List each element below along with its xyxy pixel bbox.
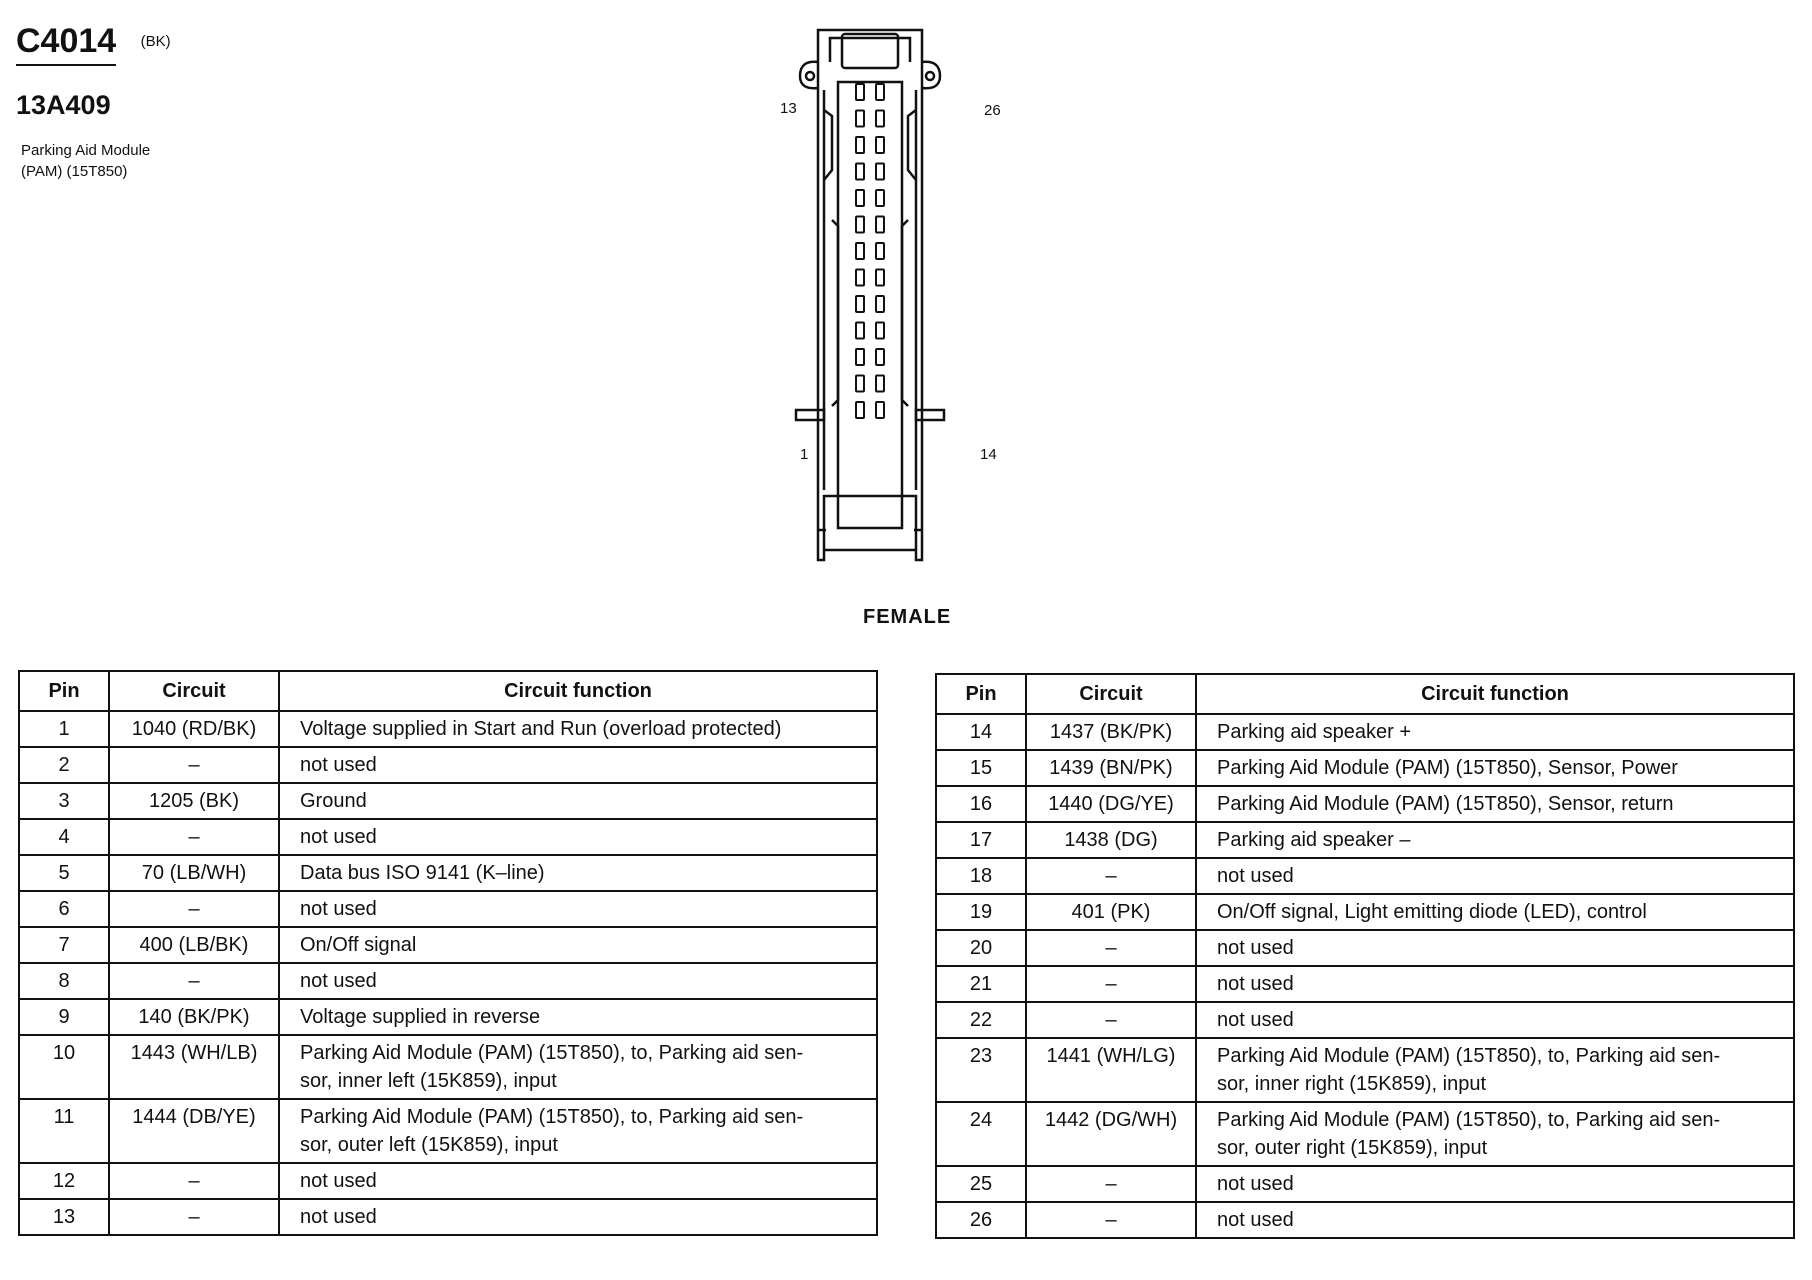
function-cell bbox=[279, 1099, 877, 1163]
circuit-cell: – bbox=[1026, 858, 1196, 894]
pin-cell: 19 bbox=[936, 894, 1026, 930]
function-cell bbox=[279, 963, 877, 999]
function-cell bbox=[279, 927, 877, 963]
table-row bbox=[19, 999, 877, 1035]
pin-cavity bbox=[856, 323, 864, 339]
pin-cell: 4 bbox=[19, 819, 109, 855]
pin-cell: 12 bbox=[19, 1163, 109, 1199]
pin-label-13: 13 bbox=[780, 100, 797, 117]
circuit-cell: – bbox=[109, 1199, 279, 1235]
pin-cavity bbox=[856, 296, 864, 312]
function-cell bbox=[279, 855, 877, 891]
table-row bbox=[936, 1166, 1794, 1202]
table-row bbox=[19, 747, 877, 783]
pin-cavity bbox=[876, 349, 884, 365]
table-row bbox=[19, 1035, 877, 1099]
pin-cell: 22 bbox=[936, 1002, 1026, 1038]
pin-cavity bbox=[876, 84, 884, 100]
function-cell bbox=[1196, 930, 1794, 966]
column-header-function: Circuit function bbox=[1196, 674, 1794, 714]
function-line: not used bbox=[1217, 973, 1294, 995]
function-line: not used bbox=[300, 1206, 377, 1228]
function-cell bbox=[279, 1199, 877, 1235]
function-cell bbox=[279, 819, 877, 855]
function-line: Parking Aid Module (PAM) (15T850), to, Parking aid sen- bbox=[300, 1106, 804, 1128]
pin-cell: 3 bbox=[19, 783, 109, 819]
pin-cavity bbox=[856, 243, 864, 259]
function-cell bbox=[1196, 822, 1794, 858]
function-line: Voltage supplied in reverse bbox=[300, 1006, 541, 1028]
pin-cavity bbox=[856, 164, 864, 180]
function-line: Parking Aid Module (PAM) (15T850), Sensor, Power bbox=[1217, 757, 1678, 779]
pin-cavity bbox=[856, 84, 864, 100]
table-row bbox=[19, 1199, 877, 1235]
pin-cavity bbox=[856, 137, 864, 153]
function-line: Parking Aid Module (PAM) (15T850), to, Parking aid sen- bbox=[1217, 1109, 1721, 1131]
function-line: not used bbox=[1217, 937, 1294, 959]
circuit-cell: – bbox=[1026, 1166, 1196, 1202]
pin-cell: 11 bbox=[19, 1099, 109, 1163]
circuit-cell: – bbox=[1026, 1002, 1196, 1038]
pin-label-14: 14 bbox=[980, 446, 997, 463]
pin-cavity bbox=[876, 164, 884, 180]
column-header-function: Circuit function bbox=[279, 671, 877, 711]
circuit-cell: 400 (LB/BK) bbox=[109, 927, 279, 963]
part-number: 13A409 bbox=[16, 90, 111, 120]
pin-cell: 15 bbox=[936, 750, 1026, 786]
function-line: not used bbox=[1217, 865, 1294, 887]
circuit-cell: – bbox=[109, 819, 279, 855]
circuit-cell: 1438 (DG) bbox=[1026, 822, 1196, 858]
description-line: (PAM) (15T850) bbox=[21, 163, 128, 180]
function-cell bbox=[1196, 714, 1794, 750]
function-cell bbox=[1196, 786, 1794, 822]
pin-cell: 24 bbox=[936, 1102, 1026, 1166]
function-cell bbox=[1196, 1102, 1794, 1166]
pin-cavity bbox=[856, 111, 864, 127]
function-line: not used bbox=[300, 970, 377, 992]
table-row bbox=[936, 1038, 1794, 1102]
pin-cell: 9 bbox=[19, 999, 109, 1035]
circuit-cell: 1442 (DG/WH) bbox=[1026, 1102, 1196, 1166]
pin-cell: 23 bbox=[936, 1038, 1026, 1102]
pin-cavity bbox=[876, 111, 884, 127]
table-row bbox=[19, 783, 877, 819]
table-row bbox=[936, 1202, 1794, 1238]
column-header-circuit: Circuit bbox=[109, 671, 279, 711]
function-cell bbox=[1196, 750, 1794, 786]
circuit-cell: 1040 (RD/BK) bbox=[109, 711, 279, 747]
function-line: not used bbox=[1217, 1009, 1294, 1031]
function-line: Parking Aid Module (PAM) (15T850), Sensor, return bbox=[1217, 793, 1674, 815]
pin-cell: 17 bbox=[936, 822, 1026, 858]
pin-cavity bbox=[856, 217, 864, 233]
pin-cavity bbox=[876, 190, 884, 206]
function-line: Parking aid speaker – bbox=[1217, 829, 1411, 851]
function-line: not used bbox=[300, 826, 377, 848]
table-row bbox=[936, 1102, 1794, 1166]
connector-id: C4014 bbox=[16, 22, 116, 66]
function-line: Data bus ISO 9141 (K–line) bbox=[300, 862, 545, 884]
circuit-cell: – bbox=[109, 1163, 279, 1199]
pin-cell: 25 bbox=[936, 1166, 1026, 1202]
description-line: Parking Aid Module bbox=[21, 142, 151, 159]
function-cell bbox=[1196, 1202, 1794, 1238]
pin-cell: 7 bbox=[19, 927, 109, 963]
circuit-cell: – bbox=[109, 891, 279, 927]
circuit-cell: 140 (BK/PK) bbox=[109, 999, 279, 1035]
circuit-cell: 1439 (BN/PK) bbox=[1026, 750, 1196, 786]
function-cell bbox=[1196, 1038, 1794, 1102]
column-header-pin: Pin bbox=[19, 671, 109, 711]
function-line: sor, inner left (15K859), input bbox=[300, 1070, 557, 1092]
column-header-pin: Pin bbox=[936, 674, 1026, 714]
pin-cavity bbox=[876, 376, 884, 392]
circuit-cell: – bbox=[109, 963, 279, 999]
pin-cell: 14 bbox=[936, 714, 1026, 750]
table-header-row bbox=[936, 674, 1794, 714]
table-row bbox=[936, 750, 1794, 786]
pin-cell: 10 bbox=[19, 1035, 109, 1099]
table-row bbox=[19, 927, 877, 963]
function-line: not used bbox=[1217, 1173, 1294, 1195]
connector-header bbox=[16, 22, 171, 66]
circuit-cell: – bbox=[109, 747, 279, 783]
function-line: Parking Aid Module (PAM) (15T850), to, Parking aid sen- bbox=[1217, 1045, 1721, 1067]
function-cell bbox=[279, 783, 877, 819]
pin-cavity bbox=[876, 217, 884, 233]
pin-cell: 20 bbox=[936, 930, 1026, 966]
function-cell bbox=[1196, 1166, 1794, 1202]
table-row bbox=[19, 891, 877, 927]
pin-cell: 1 bbox=[19, 711, 109, 747]
circuit-cell: 1441 (WH/LG) bbox=[1026, 1038, 1196, 1102]
pin-cavity bbox=[856, 190, 864, 206]
table-row bbox=[19, 963, 877, 999]
function-line: On/Off signal, Light emitting diode (LED), control bbox=[1217, 901, 1647, 923]
pin-cell: 21 bbox=[936, 966, 1026, 1002]
table-row bbox=[936, 894, 1794, 930]
connector-drawing bbox=[780, 20, 1040, 580]
function-cell bbox=[279, 1163, 877, 1199]
table-row bbox=[936, 822, 1794, 858]
column-header-circuit: Circuit bbox=[1026, 674, 1196, 714]
pin-label-1: 1 bbox=[800, 446, 809, 463]
function-cell bbox=[279, 891, 877, 927]
pin-cavity bbox=[856, 402, 864, 418]
function-line: not used bbox=[300, 1170, 377, 1192]
pin-cavity bbox=[876, 296, 884, 312]
circuit-cell: 1205 (BK) bbox=[109, 783, 279, 819]
connector-color: (BK) bbox=[140, 33, 171, 50]
circuit-cell: 1437 (BK/PK) bbox=[1026, 714, 1196, 750]
pin-cavity bbox=[876, 137, 884, 153]
circuit-cell: 401 (PK) bbox=[1026, 894, 1196, 930]
function-line: not used bbox=[300, 898, 377, 920]
function-cell bbox=[1196, 1002, 1794, 1038]
function-cell bbox=[279, 747, 877, 783]
pin-cell: 5 bbox=[19, 855, 109, 891]
pin-cell: 13 bbox=[19, 1199, 109, 1235]
function-line: not used bbox=[1217, 1209, 1294, 1231]
pin-table-right bbox=[935, 673, 1795, 1239]
table-row bbox=[936, 930, 1794, 966]
function-cell bbox=[279, 711, 877, 747]
pin-label-26: 26 bbox=[984, 102, 1001, 119]
circuit-cell: – bbox=[1026, 1202, 1196, 1238]
pin-table-left bbox=[18, 670, 878, 1236]
function-line: Ground bbox=[300, 790, 367, 812]
function-cell bbox=[279, 1035, 877, 1099]
function-line: On/Off signal bbox=[300, 934, 417, 956]
pin-cavity bbox=[876, 243, 884, 259]
pin-cavity bbox=[876, 323, 884, 339]
pin-cell: 26 bbox=[936, 1202, 1026, 1238]
table-row bbox=[936, 786, 1794, 822]
table-header-row bbox=[19, 671, 877, 711]
pin-cell: 2 bbox=[19, 747, 109, 783]
table-row bbox=[19, 1163, 877, 1199]
connector-face-diagram bbox=[780, 20, 1040, 580]
function-line: Voltage supplied in Start and Run (overload protected) bbox=[300, 718, 782, 740]
table-row bbox=[936, 966, 1794, 1002]
table-row bbox=[19, 711, 877, 747]
pin-cell: 6 bbox=[19, 891, 109, 927]
circuit-cell: 70 (LB/WH) bbox=[109, 855, 279, 891]
function-line: Parking Aid Module (PAM) (15T850), to, Parking aid sen- bbox=[300, 1042, 804, 1064]
function-line: sor, outer right (15K859), input bbox=[1217, 1137, 1488, 1159]
circuit-cell: 1443 (WH/LB) bbox=[109, 1035, 279, 1099]
circuit-cell: – bbox=[1026, 966, 1196, 1002]
function-cell bbox=[1196, 894, 1794, 930]
function-cell bbox=[279, 999, 877, 1035]
circuit-cell: 1440 (DG/YE) bbox=[1026, 786, 1196, 822]
function-line: sor, inner right (15K859), input bbox=[1217, 1073, 1487, 1095]
function-cell bbox=[1196, 858, 1794, 894]
table-row bbox=[19, 855, 877, 891]
circuit-cell: – bbox=[1026, 930, 1196, 966]
pin-cavity bbox=[856, 376, 864, 392]
table-row bbox=[936, 858, 1794, 894]
pin-cavity bbox=[876, 270, 884, 286]
function-cell bbox=[1196, 966, 1794, 1002]
table-row bbox=[19, 819, 877, 855]
table-row bbox=[936, 1002, 1794, 1038]
pin-cavity bbox=[856, 270, 864, 286]
pin-cell: 16 bbox=[936, 786, 1026, 822]
pin-cavity bbox=[856, 349, 864, 365]
function-line: sor, outer left (15K859), input bbox=[300, 1134, 558, 1156]
connector-description bbox=[21, 140, 150, 182]
circuit-cell: 1444 (DB/YE) bbox=[109, 1099, 279, 1163]
table-row bbox=[19, 1099, 877, 1163]
connector-gender-label: FEMALE bbox=[863, 606, 952, 628]
function-line: not used bbox=[300, 754, 377, 776]
function-line: Parking aid speaker + bbox=[1217, 721, 1412, 743]
pin-cell: 18 bbox=[936, 858, 1026, 894]
pin-cavity bbox=[876, 402, 884, 418]
pin-cell: 8 bbox=[19, 963, 109, 999]
table-row bbox=[936, 714, 1794, 750]
